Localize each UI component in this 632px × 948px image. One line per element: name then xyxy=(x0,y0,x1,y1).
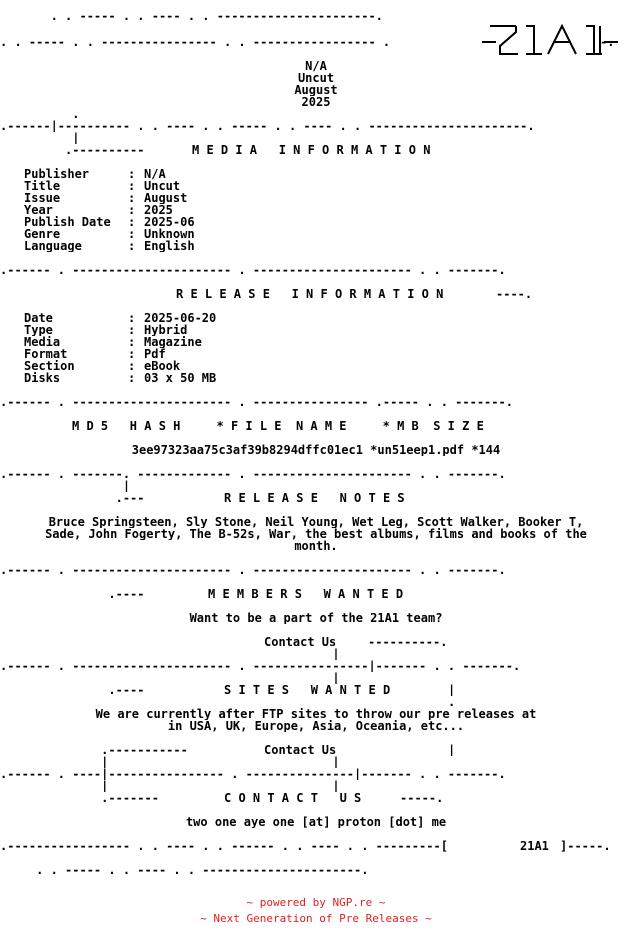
ascii-divider: | | xyxy=(0,780,340,792)
row-key: Disks xyxy=(24,372,61,384)
media-info-row xyxy=(0,240,632,252)
file-name: *un51eep1.pdf xyxy=(370,444,465,456)
row-sep: : xyxy=(128,180,136,192)
group-logo xyxy=(476,20,626,60)
ascii-divider: | xyxy=(0,132,80,144)
sites-contact-link[interactable]: Contact Us xyxy=(264,744,337,756)
row-value: 2025 xyxy=(144,204,173,216)
row-key: Publisher xyxy=(24,168,90,180)
row-key: Issue xyxy=(24,192,61,204)
row-key: Year xyxy=(24,204,53,216)
row-key: Media xyxy=(24,336,61,348)
ascii-divider: | xyxy=(0,480,131,492)
row-sep: : xyxy=(128,348,136,360)
row-sep: : xyxy=(128,240,136,252)
ascii-divider: .---- xyxy=(0,684,145,696)
media-info-row xyxy=(0,216,632,228)
ascii-divider: .------ . ----|---------------- . ---------------|------- . . -------. xyxy=(0,768,506,780)
release-notes-line: month. xyxy=(294,540,338,552)
row-key: Format xyxy=(24,348,68,360)
release-notes-line: Bruce Springsteen, Sly Stone, Neil Young, Wet Leg, Scott Walker, Booker T, xyxy=(48,516,584,528)
hash-heading: M D 5 H A S H * F I L E N A M E * M B S I Z E xyxy=(72,420,484,432)
header-year: 2025 xyxy=(301,96,331,108)
release-info-row xyxy=(0,360,632,372)
row-value: Pdf xyxy=(144,348,166,360)
release-notes-line: Sade, John Fogerty, The B-52s, War, the best albums, films and books of the xyxy=(45,528,587,540)
release-info-row xyxy=(0,372,632,384)
row-value: Uncut xyxy=(144,180,181,192)
row-key: Section xyxy=(24,360,75,372)
hash-line xyxy=(0,444,632,456)
media-info-row xyxy=(0,192,632,204)
sites-wanted-heading: S I T E S W A N T E D xyxy=(224,684,391,696)
release-info-row xyxy=(0,324,632,336)
ascii-divider: . . ----- . . ---- . . ----------------------. xyxy=(0,864,369,876)
footer-tagline: ~ Next Generation of Pre Releases ~ xyxy=(200,912,432,925)
row-value: 2025-06-20 xyxy=(144,312,217,324)
release-notes-heading: R E L E A S E N O T E S xyxy=(224,492,405,504)
row-sep: : xyxy=(128,360,136,372)
media-info-row xyxy=(0,228,632,240)
row-sep: : xyxy=(128,372,136,384)
row-sep: : xyxy=(128,312,136,324)
row-sep: : xyxy=(128,168,136,180)
ascii-divider: .------ . ---------------------- . ---------------------- . . -------. xyxy=(0,564,506,576)
row-value: Hybrid xyxy=(144,324,188,336)
ascii-divider: .------ . ---------------------- . ---------------- .----- . . -------. xyxy=(0,396,513,408)
ascii-divider: .------ . ---------------------- . ---------------------- . . -------. xyxy=(0,264,506,276)
ascii-divider: .------ . ---------------------- . ----------------|------- . . -------. xyxy=(0,660,521,672)
release-info-row xyxy=(0,336,632,348)
ascii-divider: -. xyxy=(600,36,615,48)
ascii-divider: | xyxy=(0,672,340,684)
contact-heading: C O N T A C T U S xyxy=(224,792,362,804)
row-value: N/A xyxy=(144,168,166,180)
ascii-divider: . . ----- . . ---------------- . . ----------------- . xyxy=(0,36,391,48)
row-value: Unknown xyxy=(144,228,195,240)
ascii-divider: . xyxy=(448,696,456,708)
members-wanted-text: Want to be a part of the 21A1 team? xyxy=(189,612,443,624)
row-value: 03 x 50 MB xyxy=(144,372,217,384)
ascii-divider: . . ----- . . ---- . . ----------------------. xyxy=(0,10,383,22)
ascii-divider: .------|---------- . . ---- . . ----- . . ---- . . ----------------------. xyxy=(0,120,535,132)
row-key: Language xyxy=(24,240,82,252)
header-publisher: N/A xyxy=(305,60,327,72)
row-sep: : xyxy=(128,216,136,228)
ascii-divider: | xyxy=(448,684,456,696)
ascii-divider: | | xyxy=(0,756,340,768)
sites-wanted-line: in USA, UK, Europe, Asia, Oceania, etc... xyxy=(167,720,465,732)
ascii-divider: ----. xyxy=(496,288,533,300)
group-tag: 21A1 xyxy=(520,840,549,852)
row-value: eBook xyxy=(144,360,181,372)
ascii-divider: .------ . -------. ------------- . ---------------------- . . -------. xyxy=(0,468,506,480)
ascii-divider: ----------. xyxy=(368,636,448,648)
row-sep: : xyxy=(128,192,136,204)
row-sep: : xyxy=(128,228,136,240)
row-sep: : xyxy=(128,336,136,348)
ascii-divider: .---------- xyxy=(0,144,145,156)
ascii-divider: .------- xyxy=(0,792,159,804)
release-info-row xyxy=(0,312,632,324)
media-info-row xyxy=(0,168,632,180)
sites-wanted-line: We are currently after FTP sites to throw our pre releases at xyxy=(95,708,537,720)
row-key: Publish Date xyxy=(24,216,111,228)
row-value: English xyxy=(144,240,195,252)
ascii-divider: .----------- xyxy=(0,744,188,756)
ascii-divider: ]-----. xyxy=(560,840,611,852)
row-key: Type xyxy=(24,324,53,336)
contact-email: two one aye one [at] proton [dot] me xyxy=(185,816,447,828)
row-key: Date xyxy=(24,312,53,324)
ascii-divider: .--- xyxy=(0,492,145,504)
release-info-row xyxy=(0,348,632,360)
row-value: Magazine xyxy=(144,336,202,348)
ascii-divider: . xyxy=(0,108,80,120)
media-info-heading: M E D I A I N F O R M A T I O N xyxy=(192,144,431,156)
row-sep: : xyxy=(128,324,136,336)
ascii-divider: | xyxy=(448,744,456,756)
file-size: *144 xyxy=(471,444,501,456)
row-value: August xyxy=(144,192,188,204)
row-sep: : xyxy=(128,204,136,216)
row-value: 2025-06 xyxy=(144,216,195,228)
members-wanted-heading: M E M B E R S W A N T E D xyxy=(208,588,404,600)
header-issue: August xyxy=(294,84,338,96)
row-key: Genre xyxy=(24,228,61,240)
ascii-divider: .----------------- . . ---- . . ------ . . ---- . . ---------[ xyxy=(0,840,456,852)
media-info-row xyxy=(0,204,632,216)
md5-value: 3ee97323aa75c3af39b8294dffc01ec1 xyxy=(131,444,363,456)
release-info-heading: R E L E A S E I N F O R M A T I O N xyxy=(176,288,444,300)
ascii-divider: -----. xyxy=(400,792,444,804)
media-info-row xyxy=(0,180,632,192)
ascii-divider: | xyxy=(0,648,340,660)
header-title: Uncut xyxy=(297,72,335,84)
footer-powered-by[interactable]: ~ powered by NGP.re ~ xyxy=(246,896,386,909)
row-key: Title xyxy=(24,180,61,192)
ascii-divider: .---- xyxy=(0,588,145,600)
members-contact-link[interactable]: Contact Us xyxy=(264,636,337,648)
